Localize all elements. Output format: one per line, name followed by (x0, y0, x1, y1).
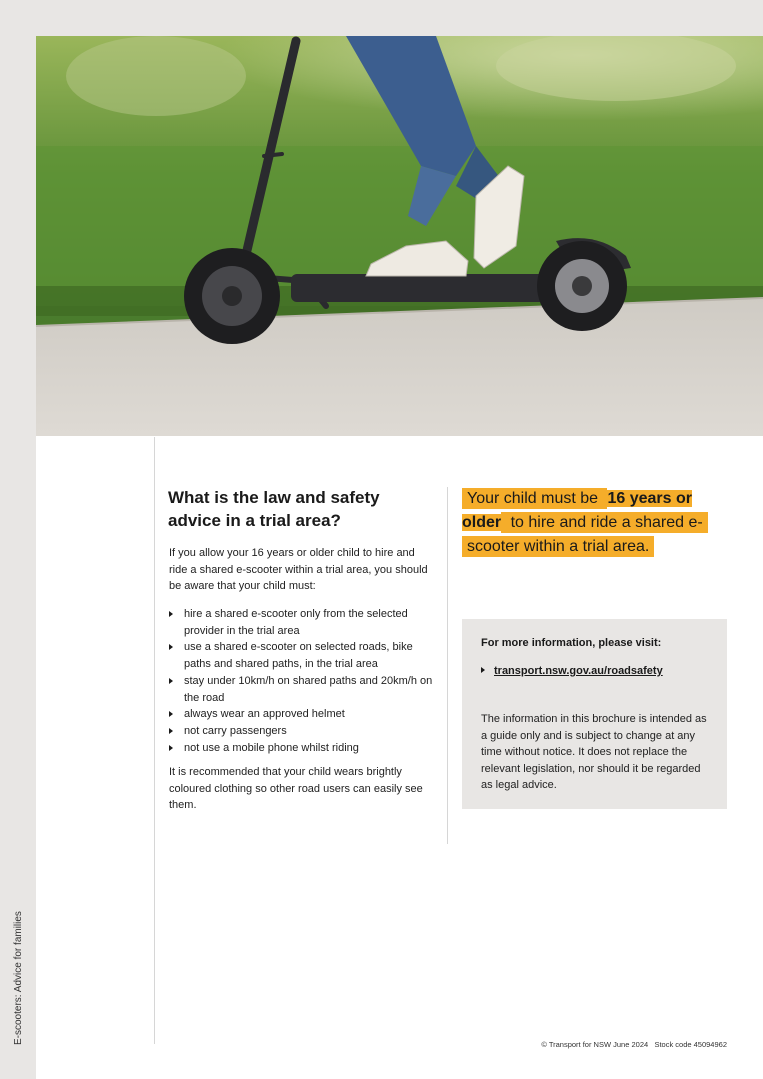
disclaimer-text: The information in this brochure is intended as a guide only and is subject to change at any time without notice. It does not replace the relevant legislation, nor should it be regarded as legal advice. (481, 713, 707, 791)
arrow-bullet-icon (169, 611, 173, 617)
arrow-bullet-icon (169, 745, 173, 751)
list-item: hire a shared e-scooter only from the selected provider in the trial area (169, 606, 439, 639)
arrow-bullet-icon (169, 711, 173, 717)
requirements-list (169, 606, 439, 756)
copyright-text: © Transport for NSW June 2024 (541, 1040, 649, 1049)
list-item: not use a mobile phone whilst riding (169, 740, 439, 757)
stock-code-text: Stock code 45094962 (654, 1040, 727, 1049)
list-item: always wear an approved helmet (169, 706, 439, 723)
more-info-box (462, 619, 727, 809)
list-item: use a shared e-scooter on selected roads, bike paths and shared paths, in the trial area (169, 639, 439, 672)
list-item: not carry passengers (169, 723, 439, 740)
more-info-title: For more information, please visit: (481, 637, 662, 649)
age-callout (462, 487, 712, 559)
intro-paragraph: If you allow your 16 years or older child to hire and ride a shared e-scooter within a trial area, you should be aware that your child must: (169, 547, 428, 592)
arrow-bullet-icon (481, 667, 485, 673)
arrow-bullet-icon (169, 644, 173, 650)
arrow-bullet-icon (169, 678, 173, 684)
recommendation-paragraph: It is recommended that your child wears brightly coloured clothing so other road users can easily see them. (169, 766, 423, 811)
list-item: stay under 10km/h on shared paths and 20km/h on the road (169, 673, 439, 706)
section-heading: What is the law and safety advice in a trial area? (168, 488, 380, 530)
top-margin-band (0, 0, 763, 36)
callout-text-bold: 16 years or older (462, 490, 692, 531)
hero-photo (36, 36, 763, 436)
column-divider-right (447, 487, 448, 844)
more-info-link-row (481, 665, 663, 677)
callout-text-part1: Your child must be (462, 488, 607, 509)
callout-text-part2: to hire and ride a shared e-scooter within a trial area. (462, 512, 708, 557)
arrow-bullet-icon (169, 728, 173, 734)
roadsafety-link[interactable]: transport.nsw.gov.au/roadsafety (494, 665, 663, 677)
column-divider-left (154, 437, 155, 1044)
footer (541, 1040, 727, 1049)
sidebar-label: E-scooters: Advice for families (13, 911, 24, 1045)
